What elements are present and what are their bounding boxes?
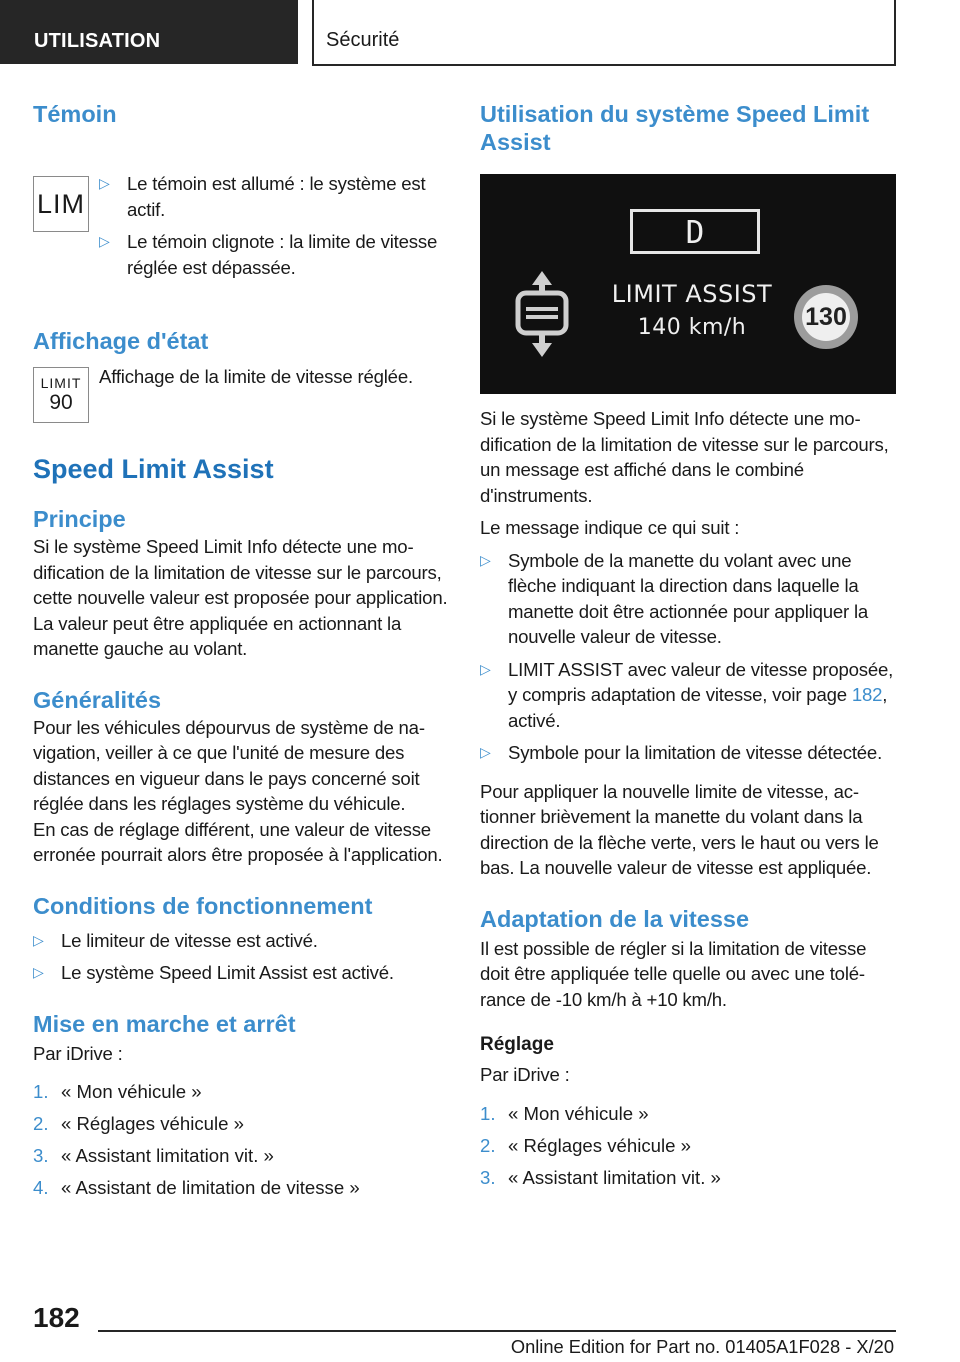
speed-sign-value: 130 [805,303,847,331]
lim-indicator-icon [33,176,89,232]
list-item: 2. « Réglages véhicule » [480,1134,691,1156]
steering-lever-arrows-icon [512,269,572,359]
triangle-bullet-icon: ▷ [480,551,491,568]
list-item: 1. « Mon véhicule » [33,1081,202,1102]
usage-text-2: Le message indique ce qui suit : [480,517,740,538]
header-section-label: UTILISATION [34,30,161,52]
adaptation-text: Il est possible de régler si la limitation de vitesse doit être appliquée telle quelle ou avec une tolérance de -10 km/h à +10 km/h. [480,937,867,1010]
heading-utilisation: Utilisation du système Speed Limit Assist [480,101,870,155]
heading-speed-limit-assist: Speed Limit Assist [33,454,274,484]
reglage-intro: Par iDrive : [480,1064,570,1085]
mise-intro: Par iDrive : [33,1042,123,1064]
list-item: 2. « Réglages véhicule » [33,1113,244,1134]
list-item: ▷ LIMIT ASSIST avec valeur de vitesse proposée, y compris adaptation de vitesse, voir page 182, activé. [480,658,894,731]
list-item: ▷ Symbole pour la limitation de vitesse détectée. [480,740,898,766]
reglage-steps [480,1101,898,1191]
triangle-bullet-icon: ▷ [99,175,110,191]
lim-icon-text: LIM [36,188,85,219]
gear-value: D [685,215,705,251]
list-item: 3. « Assistant limitation vit. » [480,1166,721,1188]
triangle-bullet-icon: ▷ [33,931,44,948]
gear-indicator [630,209,760,254]
heading-reglage: Réglage [480,1034,554,1055]
usage-text-1: Si le système Speed Limit Info détecte une modification de la limitation de vitesse sur le parcours, un message est affiché dans le combiné d'instruments. [480,408,889,506]
limit-assist-label: LIMIT ASSIST [611,280,773,308]
list-item: ▷ Le système Speed Limit Assist est activé. [33,960,449,986]
list-item: 4. « Assistant de limitation de vitesse » [33,1177,360,1198]
page-number: 182 [33,1302,80,1333]
conditions-list [33,928,449,986]
limit-icon-value: 90 [49,390,73,414]
usage-text-3: Pour appliquer la nouvelle limite de vitesse, actionner brièvement la manette du volant dans la direction de la flèche verte, vers le haut ou vers le bas. La nouvelle valeur de vitesse est appliquée. [480,780,879,878]
triangle-bullet-icon: ▷ [99,233,110,249]
heading-temoin: Témoin [33,101,117,127]
page-link[interactable]: 182 [851,684,883,705]
right-column [480,100,898,1197]
message-list [480,548,898,766]
footer-edition: Online Edition for Part no. 01405A1F028 - X/20 [510,1336,894,1357]
affichage-block [33,367,449,423]
list-item: 1. « Mon véhicule » [480,1102,649,1124]
header-chapter-label: Sécurité [326,29,400,51]
list-item: ▷ Symbole de la manette du volant avec une flèche indiquant la direction dans laquelle la manette doit être actionnée pour appliquer la nouvelle valeur de vitesse. [480,549,869,647]
heading-conditions: Conditions de fonctionnement [33,892,373,919]
instrument-cluster-display [480,174,896,394]
temoin-list [99,171,449,287]
list-item: ▷ Le limiteur de vitesse est activé. [33,928,449,954]
list-item: ▷ Le témoin est allumé : le système est actif. [99,173,426,220]
limit-assist-speed: 140 km/h [637,315,747,340]
left-column [33,100,449,1207]
generalites-text-2: En cas de réglage différent, une valeur de vitesse erronée pourrait alors être proposée à l'application. [33,818,443,865]
footer-divider [98,1330,896,1332]
triangle-bullet-icon: ▷ [33,964,44,980]
list-item: ▷ Le témoin clignote : la limite de vitesse réglée est dépassée. [99,231,438,278]
heading-generalites: Généralités [33,686,162,713]
mise-steps [33,1079,449,1201]
generalites-text-1: Pour les véhicules dépourvus de système de navigation, veiller à ce que l'unité de mesure des distances en vigueur dans le pays concerné soit réglée dans les réglages système du véhicule. [33,716,426,814]
limit-icon-label: LIMIT [40,374,82,391]
header-section-tab [0,0,298,64]
triangle-bullet-icon: ▷ [480,744,491,760]
heading-affichage: Affichage d'état [33,328,209,354]
heading-adaptation: Adaptation de la vitesse [480,905,750,932]
list-item: 3. « Assistant limitation vit. » [33,1145,274,1166]
affichage-text: Affichage de la limite de vitesse réglée. [99,366,413,387]
heading-mise-en-marche: Mise en marche et arrêt [33,1010,296,1037]
limit-90-icon [33,367,89,423]
speed-sign-icon [794,285,858,349]
header-chapter-tab [312,0,896,66]
temoin-block [33,144,449,287]
principe-text: Si le système Speed Limit Info détecte une modification de la limitation de vitesse sur le parcours, cette nouvelle valeur est proposée pour application. La valeur peut être appliquée en actionnant la manette gauche au volant. [33,536,448,659]
heading-principe: Principe [33,506,126,532]
triangle-bullet-icon: ▷ [480,660,491,677]
